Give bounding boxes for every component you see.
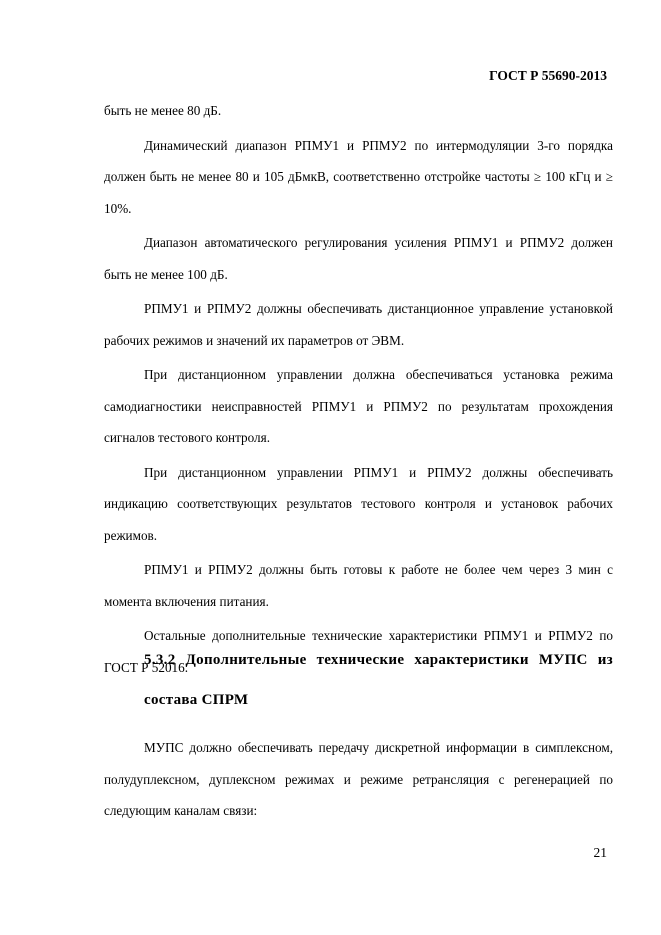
paragraph-remote-control: РПМУ1 и РПМУ2 должны обеспечивать дистанционное управление установкой рабочих режимов и значений их параметров от ЭВМ. bbox=[104, 301, 613, 348]
section-body bbox=[104, 732, 613, 827]
paragraph-dynamic-range: Динамический диапазон РПМУ1 и РПМУ2 по интермодуляции 3-го порядка должен быть не менее 80 и 105 дБмкВ, соответственно отстройке частоты ≥ 100 кГц и ≥ 10%. bbox=[104, 137, 613, 216]
document-id-header: ГОСТ Р 55690-2013 bbox=[489, 68, 607, 83]
document-body bbox=[104, 95, 613, 683]
paragraph-self-diagnostics: При дистанционном управлении должна обеспечиваться установка режима самодиагностики неисправностей РПМУ1 и РПМУ2 по результатам прохождения сигналов тестового контроля. bbox=[104, 367, 613, 445]
page-number: 21 bbox=[593, 845, 607, 860]
paragraph-readiness: РПМУ1 и РПМУ2 должны быть готовы к работе не более чем через 3 мин с момента включения питания. bbox=[104, 562, 613, 609]
paragraph-continuation: быть не менее 80 дБ. bbox=[104, 103, 222, 118]
paragraph-indication: При дистанционном управлении РПМУ1 и РПМУ2 должны обеспечивать индикацию соответствующих результатов тестового контроля и установок рабочих режимов. bbox=[104, 464, 613, 543]
paragraph-other-characteristics: Остальные дополнительные технические характеристики РПМУ1 и РПМУ2 по ГОСТ Р 52016. bbox=[104, 628, 613, 675]
section-heading bbox=[104, 640, 613, 720]
paragraph-agc-range: Диапазон автоматического регулирования усиления РПМУ1 и РПМУ2 должен быть не менее 100 дБ. bbox=[104, 235, 613, 282]
section-heading-line2: состава СПРМ bbox=[144, 692, 249, 708]
paragraph-mups-transmission: МУПС должно обеспечивать передачу дискретной информации в симплексном, полудуплексном, дуплексном режимах и режиме ретрансляция с регенерацией по следующим каналам связи: bbox=[104, 740, 613, 818]
section-heading-line1: 5.3.2 Дополнительные технические характеристики МУПС из bbox=[144, 652, 613, 668]
